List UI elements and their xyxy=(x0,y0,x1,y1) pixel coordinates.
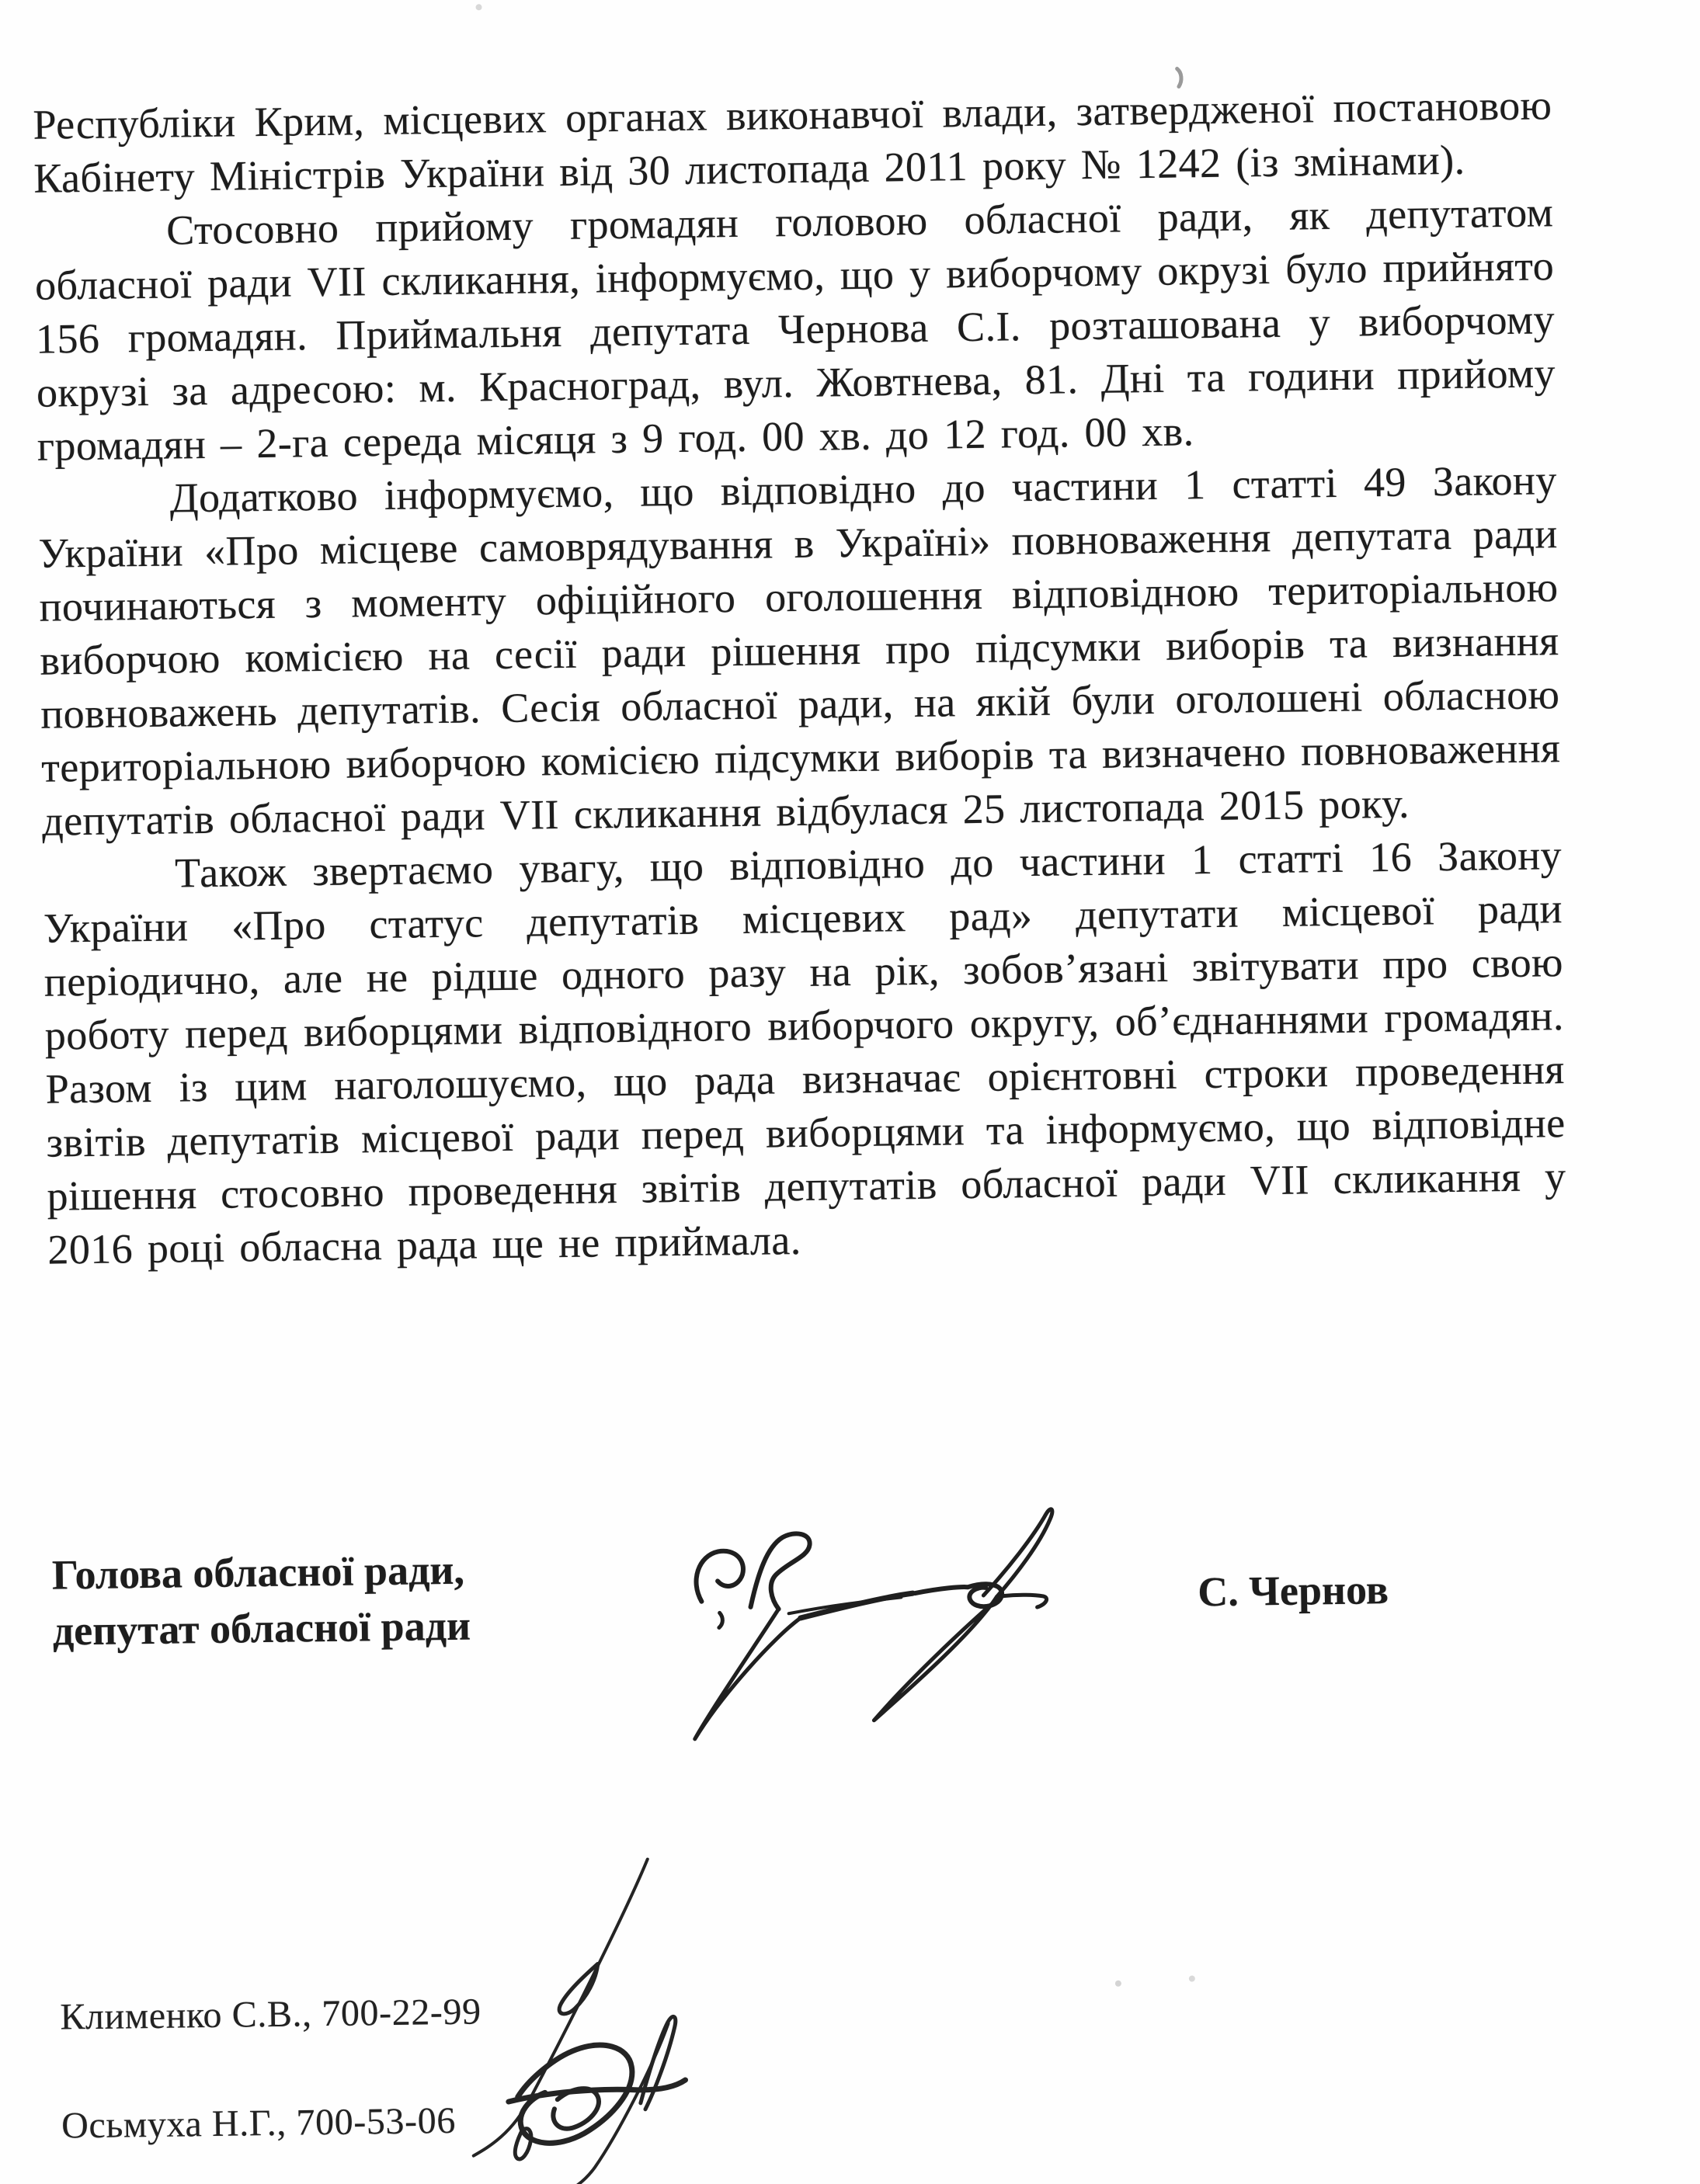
body-paragraph: Республіки Крим, місцевих органах виконавчої влади, затвердженої постановою Кабінету Міністрів України від 30 листопада 2011 року № 1242 (із змінами). xyxy=(33,82,1552,202)
footer-contact: Клименко С.В., 700-22-99 xyxy=(60,1991,481,2038)
body-paragraph: Також звертаємо увагу, що відповідно до частини 1 статті 16 Закону України «Про статус депутатів місцевих рад» депутати місцевої ради періодично, але не рідше одного разу на рік, зобов’язані звітувати про свою роботу перед виборцями відповідного виборчого округу, об’єднаннями громадян. Разом із цим наголошуємо, що рада визначає орієнтовні строки проведення звітів депутатів місцевої ради перед виборцями та інформуємо, що відповідне рішення стосовно проведення звітів депутатів обласної ради VII скликання у 2016 році обласна рада ще не приймала. xyxy=(43,832,1566,1273)
body-paragraph: Додатково інформуємо, що відповідно до частини 1 статті 49 Закону України «Про місцеве самоврядування в Україні» повноваження депутата ради починаються з моменту офіційного оголошення відповідною територіальною виборчою комісією на сесії ради рішення про підсумки виборів та визнання повноважень депутатів. Сесія обласної ради, на якій були оголошені обласною територіальною виборчою комісією підсумки виборів та визначено повноваження депутатів обласної ради VII скликання відбулася 25 листопада 2015 року. xyxy=(38,457,1561,845)
signatory-title-line2: депутат обласної ради xyxy=(52,1602,471,1654)
clerk-paraph-signature xyxy=(470,1859,687,2184)
body-paragraph: Стосовно прийому громадян головою обласної ради, як депутатом обласної ради VII скликання, інформуємо, що у виборчому окрузі було прийнято 156 громадян. Приймальня депутата Чернова С.І. розташована у виборчому окрузі за адресою: м. Красноград, вул. Жовтнева, 81. Дні та години прийому громадян – 2-га середа місяця з 9 год. 00 хв. до 12 год. 00 хв. xyxy=(34,189,1556,470)
signatory-name: С. Чернов xyxy=(1197,1566,1389,1616)
signatory-title xyxy=(51,1542,471,1659)
footer-contact: Осьмуха Н.Г., 700-53-06 xyxy=(61,2099,457,2147)
signatory-title-line1: Голова обласної ради, xyxy=(51,1546,465,1599)
letter-body xyxy=(33,78,1567,1276)
chernov-handwritten-signature xyxy=(692,1509,1055,1739)
